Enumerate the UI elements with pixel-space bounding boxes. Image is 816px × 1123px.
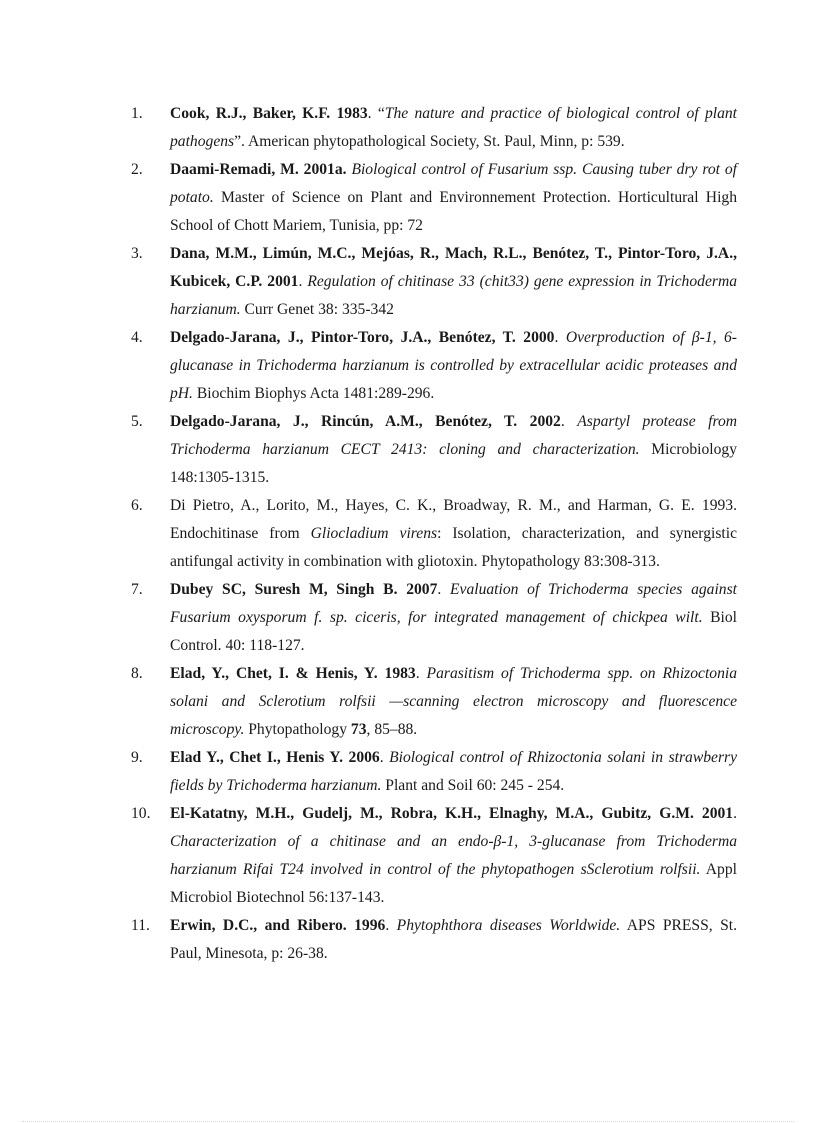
reference-item: [131, 240, 737, 324]
reference-number: 9.: [131, 749, 143, 766]
reference-text: [170, 800, 737, 912]
reference-list: [131, 100, 737, 968]
reference-text-segment: .: [379, 749, 390, 766]
reference-number: 5.: [131, 413, 143, 430]
reference-title-italic: Biological control of Rhizoctonia solani in strawberry fields by Trichoderma harzianum.: [170, 749, 738, 794]
reference-item: [131, 100, 737, 156]
reference-text-segment: Biol Control. 40: 118-127.: [170, 609, 737, 654]
reference-text-segment: .: [560, 413, 578, 430]
reference-authors-bold: Delgado-Jarana, J., Pintor-Toro, J.A., Benótez, T. 2000: [170, 329, 555, 346]
reference-text-segment: ”. American phytopathological Society, St. Paul, Minn, p: 539.: [234, 133, 625, 150]
reference-authors-bold: Dubey SC, Suresh M, Singh B. 2007: [170, 581, 438, 598]
reference-title-italic: The nature and practice of biological control of plant pathogens: [170, 105, 738, 150]
reference-text-segment: Microbiology 148:1305-1315.: [170, 441, 737, 486]
reference-title-italic: Phytophthora diseases Worldwide.: [396, 917, 621, 934]
reference-authors-bold: Elad, Y., Chet, I. & Henis, Y. 1983: [170, 665, 416, 682]
reference-title-italic: Parasitism of Trichoderma spp. on Rhizoctonia solani and Sclerotium rolfsii —scanning electron microscopy and fluorescence microscopy.: [170, 665, 737, 738]
reference-text-segment: . “: [367, 105, 385, 122]
reference-item: [131, 744, 737, 800]
reference-title-italic: Gliocladium virens: [310, 525, 438, 542]
reference-text-segment: .: [437, 581, 451, 598]
reference-authors-bold: Elad Y., Chet I., Henis Y. 2006: [170, 749, 380, 766]
reference-number: 7.: [131, 581, 143, 598]
reference-text-segment: Curr Genet 38: 335-342: [240, 301, 394, 318]
reference-item: [131, 800, 737, 912]
reference-number: 3.: [131, 245, 143, 262]
reference-authors-bold: Delgado-Jarana, J., Rincún, A.M., Benótez, T. 2002: [170, 413, 561, 430]
reference-text: [170, 744, 737, 800]
reference-text: [170, 324, 737, 408]
reference-authors-bold: Dana, M.M., Limún, M.C., Mejóas, R., Mach, R.L., Benótez, T., Pintor-Toro, J.A., Kubicek, C.P. 2001: [170, 245, 737, 290]
page-bottom-divider: [22, 1121, 794, 1122]
reference-number: 8.: [131, 665, 143, 682]
reference-title-italic: Regulation of chitinase 33 (chit33) gene expression in Trichoderma harzianum.: [170, 273, 738, 318]
reference-title-italic: Evaluation of Trichoderma species against Fusarium oxysporum f. sp. ciceris, for integrated management of chickpea wilt.: [170, 581, 737, 626]
reference-text: [170, 100, 737, 156]
reference-title-italic: Aspartyl protease from Trichoderma harzianum CECT 2413: cloning and characterization.: [170, 413, 738, 458]
reference-text: [170, 912, 737, 968]
reference-number: 1.: [131, 105, 143, 122]
reference-text: [170, 156, 737, 240]
reference-item: [131, 660, 737, 744]
reference-number: 6.: [131, 497, 143, 514]
reference-authors-bold: Daami-Remadi, M. 2001a.: [170, 161, 347, 178]
reference-item: [131, 408, 737, 492]
reference-item: [131, 492, 737, 576]
reference-authors-bold: Cook, R.J., Baker, K.F. 1983: [170, 105, 368, 122]
reference-text-segment: .: [298, 273, 308, 290]
reference-title-italic: Overproduction of β-1, 6-glucanase in Trichoderma harzianum is controlled by extracellular acidic proteases and pH.: [170, 329, 737, 402]
reference-authors-bold: El-Katatny, M.H., Gudelj, M., Robra, K.H., Elnaghy, M.A., Gubitz, G.M. 2001: [170, 805, 734, 822]
reference-text-segment: : Isolation, characterization, and synergistic antifungal activity in combination with gliotoxin. Phytopathology 83:308-313.: [170, 525, 737, 570]
reference-text-segment: Biochim Biophys Acta 1481:289-296.: [192, 385, 435, 402]
reference-title-italic: Biological control of Fusarium ssp. Causing tuber dry rot of potato.: [170, 161, 737, 206]
reference-text: [170, 576, 737, 660]
reference-text-segment: , 85–88.: [366, 721, 418, 738]
reference-authors-bold: Erwin, D.C., and Ribero. 1996: [170, 917, 386, 934]
reference-text-segment: .: [733, 805, 737, 822]
reference-text-segment: Phytopathology: [244, 721, 351, 738]
reference-text-segment: .: [554, 329, 566, 346]
reference-item: [131, 156, 737, 240]
reference-title-italic: Characterization of a chitinase and an endo-β-1, 3-glucanase from Trichoderma harzianum Rifai T24 involved in control of the phytopathogen sSclerotium rolfsii.: [170, 833, 737, 878]
reference-item: [131, 912, 737, 968]
reference-text-segment: Plant and Soil 60: 245 - 254.: [381, 777, 565, 794]
reference-text-segment: Appl Microbiol Biotechnol 56:137-143.: [170, 861, 737, 906]
reference-authors-bold: 73: [350, 721, 367, 738]
reference-number: 4.: [131, 329, 143, 346]
reference-number: 2.: [131, 161, 143, 178]
reference-text: [170, 660, 737, 744]
reference-text-segment: Di Pietro, A., Lorito, M., Hayes, C. K., Broadway, R. M., and Harman, G. E. 1993. Endochitinase from: [170, 497, 737, 542]
reference-text-segment: .: [415, 665, 427, 682]
reference-item: [131, 324, 737, 408]
reference-text: [170, 240, 737, 324]
reference-text-segment: .: [385, 917, 397, 934]
reference-text: [170, 408, 737, 492]
reference-text-segment: APS PRESS, St. Paul, Minesota, p: 26-38.: [170, 917, 738, 962]
reference-number: 11.: [131, 917, 150, 934]
reference-text-segment: Master of Science on Plant and Environnement Protection. Horticultural High School of Chott Mariem, Tunisia, pp: 72: [170, 189, 737, 234]
reference-number: 10.: [131, 805, 151, 822]
reference-item: [131, 576, 737, 660]
reference-text: [170, 492, 737, 576]
